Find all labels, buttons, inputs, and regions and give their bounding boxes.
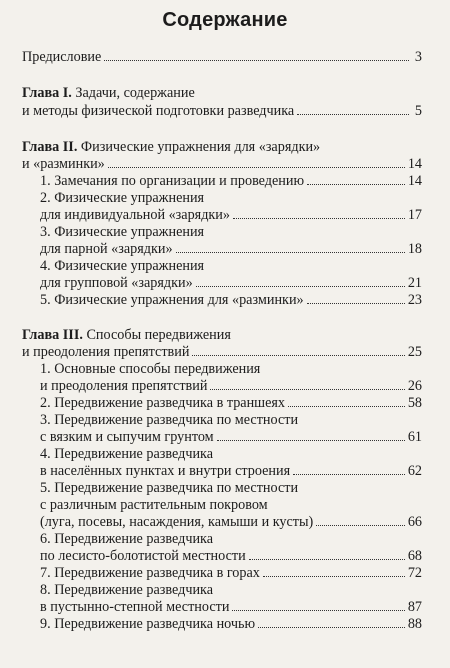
toc-entry-3-6-line1 xyxy=(40,530,422,548)
toc-label: 7. Передвижение разведчика в горах xyxy=(40,565,260,581)
toc-label: 2. Передвижение разведчика в траншеях xyxy=(40,395,286,411)
toc-entry-3-6-line2 xyxy=(40,547,422,565)
toc-entry-3-2 xyxy=(40,394,422,412)
leader-dots xyxy=(263,565,405,577)
toc-entry-3-5-line1 xyxy=(40,479,422,497)
toc-chapter-1-line2 xyxy=(22,102,422,120)
toc-label: с различным растительным покровом xyxy=(40,497,268,513)
toc-label: для индивидуальной «зарядки» xyxy=(40,207,230,223)
toc-label: и преодоления препятствий xyxy=(40,378,208,394)
toc-chapter-3-line2 xyxy=(22,343,422,361)
toc-label: Физические упражнения для «зарядки» xyxy=(80,139,321,155)
chapter-prefix: Глава II. xyxy=(22,139,78,155)
page-number: 66 xyxy=(407,514,422,530)
leader-dots xyxy=(316,514,405,526)
leader-dots xyxy=(258,616,405,628)
page-number: 25 xyxy=(407,344,422,360)
page-number: 87 xyxy=(407,599,422,615)
leader-dots xyxy=(293,463,405,475)
toc-label: 5. Передвижение разведчика по местности xyxy=(40,480,299,496)
toc-label: 8. Передвижение разведчика xyxy=(40,582,214,598)
toc-entry-2-2-line2 xyxy=(40,206,422,224)
toc-entry-3-4-line2 xyxy=(40,462,422,480)
toc-label: для групповой «зарядки» xyxy=(40,275,193,291)
page-number: 18 xyxy=(407,241,422,257)
leader-dots xyxy=(108,156,405,168)
toc-entry-3-3-line1 xyxy=(40,411,422,429)
toc-entry-2-3-line1 xyxy=(40,223,422,241)
toc-label: 5. Физические упражнения для «разминки» xyxy=(40,292,304,308)
leader-dots xyxy=(232,599,404,611)
toc-entry-3-3-line2 xyxy=(40,428,422,446)
page-number: 17 xyxy=(407,207,422,223)
page-number: 68 xyxy=(407,548,422,564)
leader-dots xyxy=(307,173,405,185)
toc-entry-3-8-line2 xyxy=(40,598,422,616)
toc-label: 4. Физические упражнения xyxy=(40,258,205,274)
toc-label: для парной «зарядки» xyxy=(40,241,173,257)
toc-label: по лесисто-болотистой местности xyxy=(40,548,246,564)
page-number: 5 xyxy=(414,103,422,119)
leader-dots xyxy=(307,292,405,304)
leader-dots xyxy=(210,378,404,390)
leader-dots xyxy=(233,207,405,219)
toc-entry-2-4-line2 xyxy=(40,274,422,292)
chapter-prefix: Глава I. xyxy=(22,85,72,101)
toc-label: 9. Передвижение разведчика ночью xyxy=(40,616,256,632)
toc-label: Способы передвижения xyxy=(86,327,231,343)
toc-label: 4. Передвижение разведчика xyxy=(40,446,214,462)
leader-dots xyxy=(176,241,405,253)
toc-entry-preface xyxy=(22,48,422,66)
toc-entry-3-1-line2 xyxy=(40,377,422,395)
leader-dots xyxy=(104,49,409,61)
toc-entry-2-2-line1 xyxy=(40,189,422,207)
toc-entry-3-5-line3 xyxy=(40,513,422,531)
toc-label: и методы физической подготовки разведчика xyxy=(22,103,295,119)
page-number: 88 xyxy=(407,616,422,632)
toc-label: 1. Замечания по организации и проведению xyxy=(40,173,305,189)
chapter-prefix: Глава III. xyxy=(22,327,83,343)
page-number: 58 xyxy=(407,395,422,411)
leader-dots xyxy=(217,429,405,441)
leader-dots xyxy=(196,275,405,287)
toc-label: в пустынно-степной местности xyxy=(40,599,230,615)
leader-dots xyxy=(192,344,404,356)
toc-label: Задачи, содержание xyxy=(75,85,195,101)
page-number: 21 xyxy=(407,275,422,291)
toc-label: 3. Передвижение разведчика по местности xyxy=(40,412,299,428)
toc-label: 3. Физические упражнения xyxy=(40,224,205,240)
toc-label: с вязким и сыпучим грунтом xyxy=(40,429,214,445)
toc-label: Предисловие xyxy=(22,49,102,65)
toc-entry-3-9 xyxy=(40,615,422,633)
toc-label: и преодоления препятствий xyxy=(22,344,190,360)
page-number: 62 xyxy=(407,463,422,479)
toc-entry-2-3-line2 xyxy=(40,240,422,258)
toc-entry-2-4-line1 xyxy=(40,257,422,275)
toc-label: 6. Передвижение разведчика xyxy=(40,531,214,547)
page-number: 72 xyxy=(407,565,422,581)
toc-entry-3-8-line1 xyxy=(40,581,422,599)
page-number: 26 xyxy=(407,378,422,394)
page-number: 14 xyxy=(407,156,422,172)
toc-label: 2. Физические упражнения xyxy=(40,190,205,206)
toc-entry-3-5-line2 xyxy=(40,496,422,514)
toc-entry-2-5 xyxy=(40,291,422,309)
toc-entry-3-1-line1 xyxy=(40,360,422,378)
page-number: 23 xyxy=(407,292,422,308)
toc-chapter-3-line1 xyxy=(22,326,422,344)
toc-label: и «разминки» xyxy=(22,156,105,172)
toc-chapter-2-line2 xyxy=(22,155,422,173)
toc-chapter-2-line1 xyxy=(22,138,422,156)
toc-entry-2-1 xyxy=(40,172,422,190)
toc-label: 1. Основные способы передвижения xyxy=(40,361,261,377)
leader-dots xyxy=(288,395,405,407)
toc-entry-3-7 xyxy=(40,564,422,582)
toc-entry-3-4-line1 xyxy=(40,445,422,463)
page-number: 3 xyxy=(414,49,422,65)
toc-chapter-1-line1 xyxy=(22,84,422,102)
page-number: 14 xyxy=(407,173,422,189)
page-number: 61 xyxy=(407,429,422,445)
leader-dots xyxy=(249,548,405,560)
leader-dots xyxy=(297,103,409,115)
page-title: Содержание xyxy=(162,9,288,31)
toc-label: (луга, посевы, насаждения, камыши и кусты) xyxy=(40,514,314,530)
toc-label: в населённых пунктах и внутри строения xyxy=(40,463,291,479)
